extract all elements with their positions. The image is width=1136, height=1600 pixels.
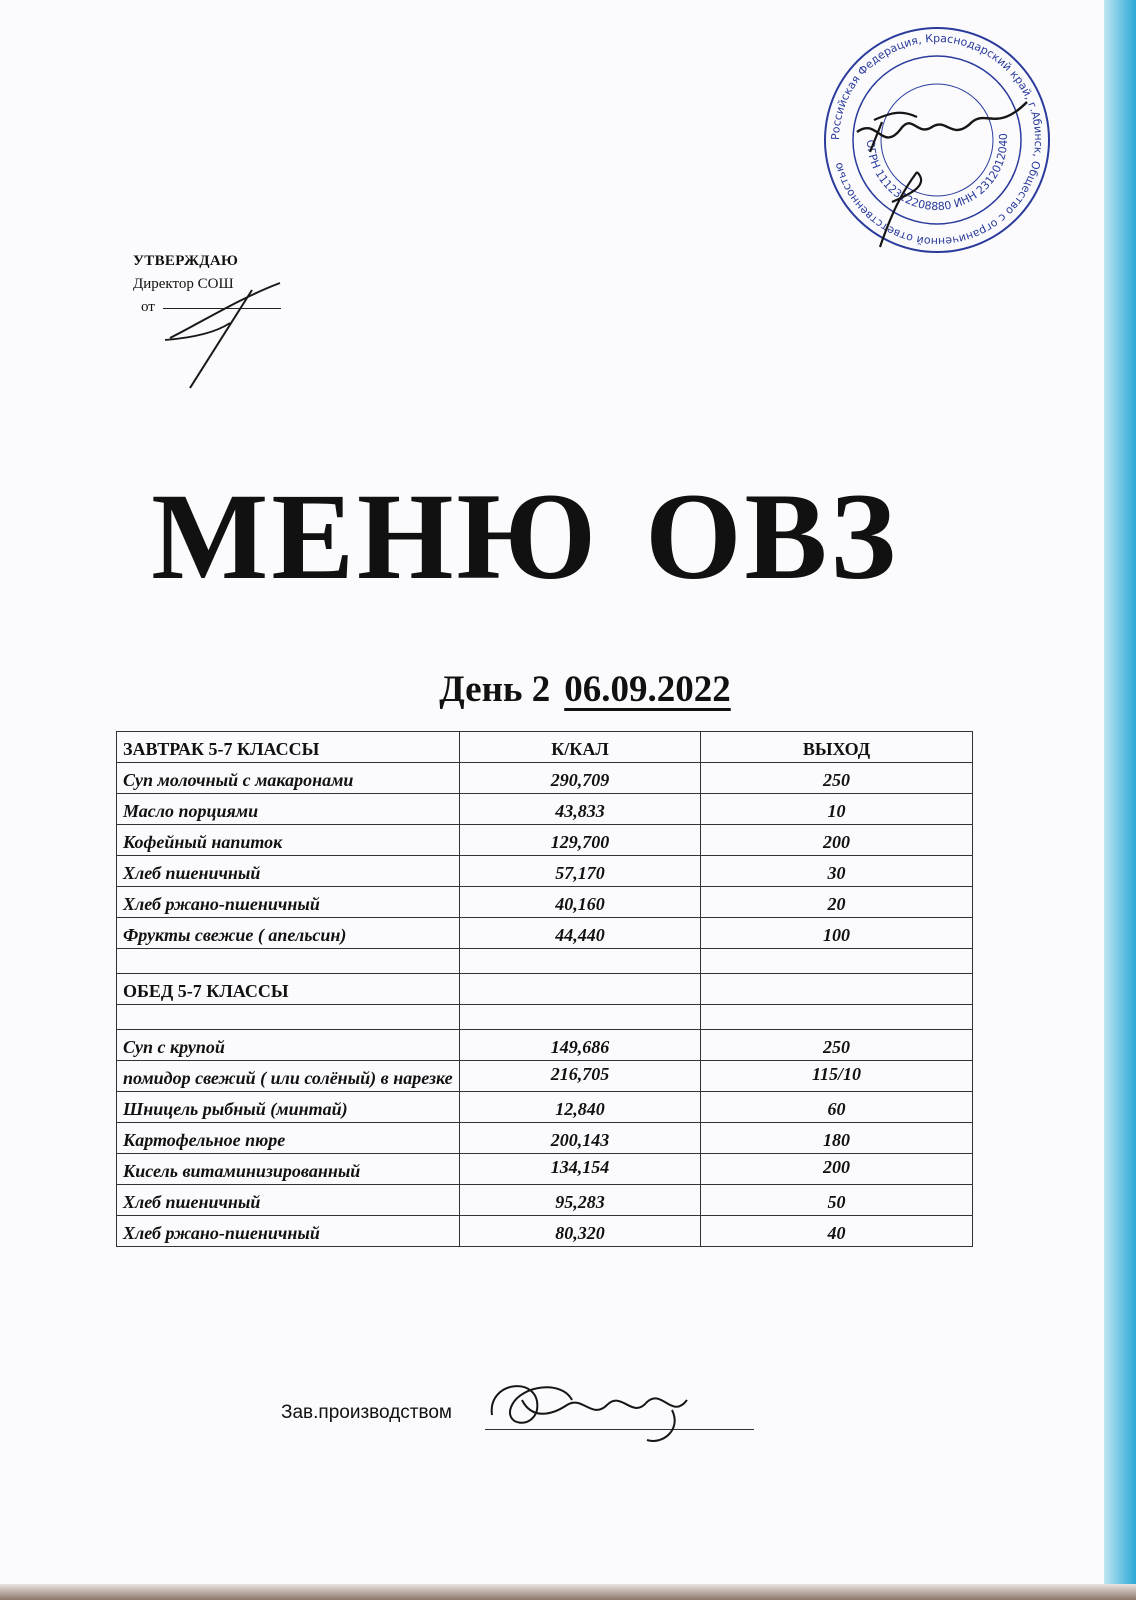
table-row: [117, 1123, 973, 1154]
header-meal: ЗАВТРАК 5-7 КЛАССЫ: [117, 732, 460, 763]
scan-edge-bottom: [0, 1584, 1136, 1600]
table-row: [117, 1030, 973, 1061]
day-label: День 2: [439, 669, 551, 710]
table-row: [117, 1154, 973, 1185]
table-row: [117, 1185, 973, 1216]
approval-position: Директор СОШ: [133, 276, 234, 292]
table-row: [117, 887, 973, 918]
dish-kcal: 95,283: [460, 1185, 701, 1216]
stamp-outer-text: Российская Федерация, Краснодарский край, г.Абинск, Общество с ограниченной ответственностью: [828, 31, 1046, 249]
table-spacer-row: [117, 1005, 973, 1030]
dish-output: 30: [701, 856, 973, 887]
stamp-inner-text: ОГРН 1112312208880 ИНН 2312012040: [863, 132, 1011, 214]
table-row: [117, 918, 973, 949]
table-row: [117, 1092, 973, 1123]
dish-name: помидор свежий ( или солёный) в нарезке: [117, 1061, 460, 1092]
title-word-1: МЕНЮ: [151, 468, 600, 605]
company-stamp: [822, 22, 1052, 258]
approval-date-label: от: [141, 299, 155, 315]
dish-kcal: 200,143: [460, 1123, 701, 1154]
table-header-row: [117, 732, 973, 763]
table-row: [117, 1061, 973, 1092]
header-kcal: К/КАЛ: [460, 732, 701, 763]
menu-table: [116, 731, 973, 1247]
dish-kcal: 129,700: [460, 825, 701, 856]
dish-name: Кисель витаминизированный: [117, 1154, 460, 1185]
scan-edge-right: [1104, 0, 1136, 1600]
dish-kcal: 40,160: [460, 887, 701, 918]
title-word-2: ОВЗ: [645, 468, 899, 605]
dish-name: Хлеб пшеничный: [117, 856, 460, 887]
dish-output: 10: [701, 794, 973, 825]
dish-output: 250: [701, 1030, 973, 1061]
dish-output: 180: [701, 1123, 973, 1154]
dish-kcal: 44,440: [460, 918, 701, 949]
footer-label: Зав.производством: [281, 1402, 452, 1423]
production-manager-signature: [482, 1360, 722, 1450]
dish-kcal: 43,833: [460, 794, 701, 825]
dish-kcal: 290,709: [460, 763, 701, 794]
table-spacer-row: [117, 949, 973, 974]
dish-kcal: 134,154: [460, 1154, 701, 1185]
dish-kcal: 57,170: [460, 856, 701, 887]
dish-output: 100: [701, 918, 973, 949]
dish-output: 200: [701, 825, 973, 856]
table-row: [117, 1216, 973, 1247]
director-signature: [160, 278, 290, 402]
table-row: [117, 763, 973, 794]
dish-name: Кофейный напиток: [117, 825, 460, 856]
dish-kcal: 80,320: [460, 1216, 701, 1247]
day-line: [0, 668, 1136, 712]
dish-output: 20: [701, 887, 973, 918]
dish-name: Фрукты свежие ( апельсин): [117, 918, 460, 949]
dish-name: Хлеб ржано-пшеничный: [117, 887, 460, 918]
dish-name: Масло порциями: [117, 794, 460, 825]
dish-kcal: 149,686: [460, 1030, 701, 1061]
dish-name: Хлеб пшеничный: [117, 1185, 460, 1216]
lunch-header-row: [117, 974, 973, 1005]
dish-output: 60: [701, 1092, 973, 1123]
lunch-header: ОБЕД 5-7 КЛАССЫ: [117, 974, 460, 1005]
dish-kcal: 12,840: [460, 1092, 701, 1123]
dish-output: 40: [701, 1216, 973, 1247]
dish-output: 115/10: [701, 1061, 973, 1092]
svg-text:Российская Федерация, Краснода: [829, 32, 1045, 248]
header-output: ВЫХОД: [701, 732, 973, 763]
dish-name: Суп с крупой: [117, 1030, 460, 1061]
dish-name: Картофельное пюре: [117, 1123, 460, 1154]
table-row: [117, 825, 973, 856]
dish-name: Суп молочный с макаронами: [117, 763, 460, 794]
day-date: 06.09.2022: [564, 669, 731, 710]
table-row: [117, 794, 973, 825]
dish-output: 50: [701, 1185, 973, 1216]
dish-name: Хлеб ржано-пшеничный: [117, 1216, 460, 1247]
dish-kcal: 216,705: [460, 1061, 701, 1092]
svg-text:ОГРН 1112312208880 ИНН 2312012: [864, 133, 1010, 213]
dish-output: 250: [701, 763, 973, 794]
page-title: [0, 468, 1050, 605]
dish-output: 200: [701, 1154, 973, 1185]
approval-title: УТВЕРЖДАЮ: [133, 253, 239, 269]
table-row: [117, 856, 973, 887]
dish-name: Шницель рыбный (минтай): [117, 1092, 460, 1123]
